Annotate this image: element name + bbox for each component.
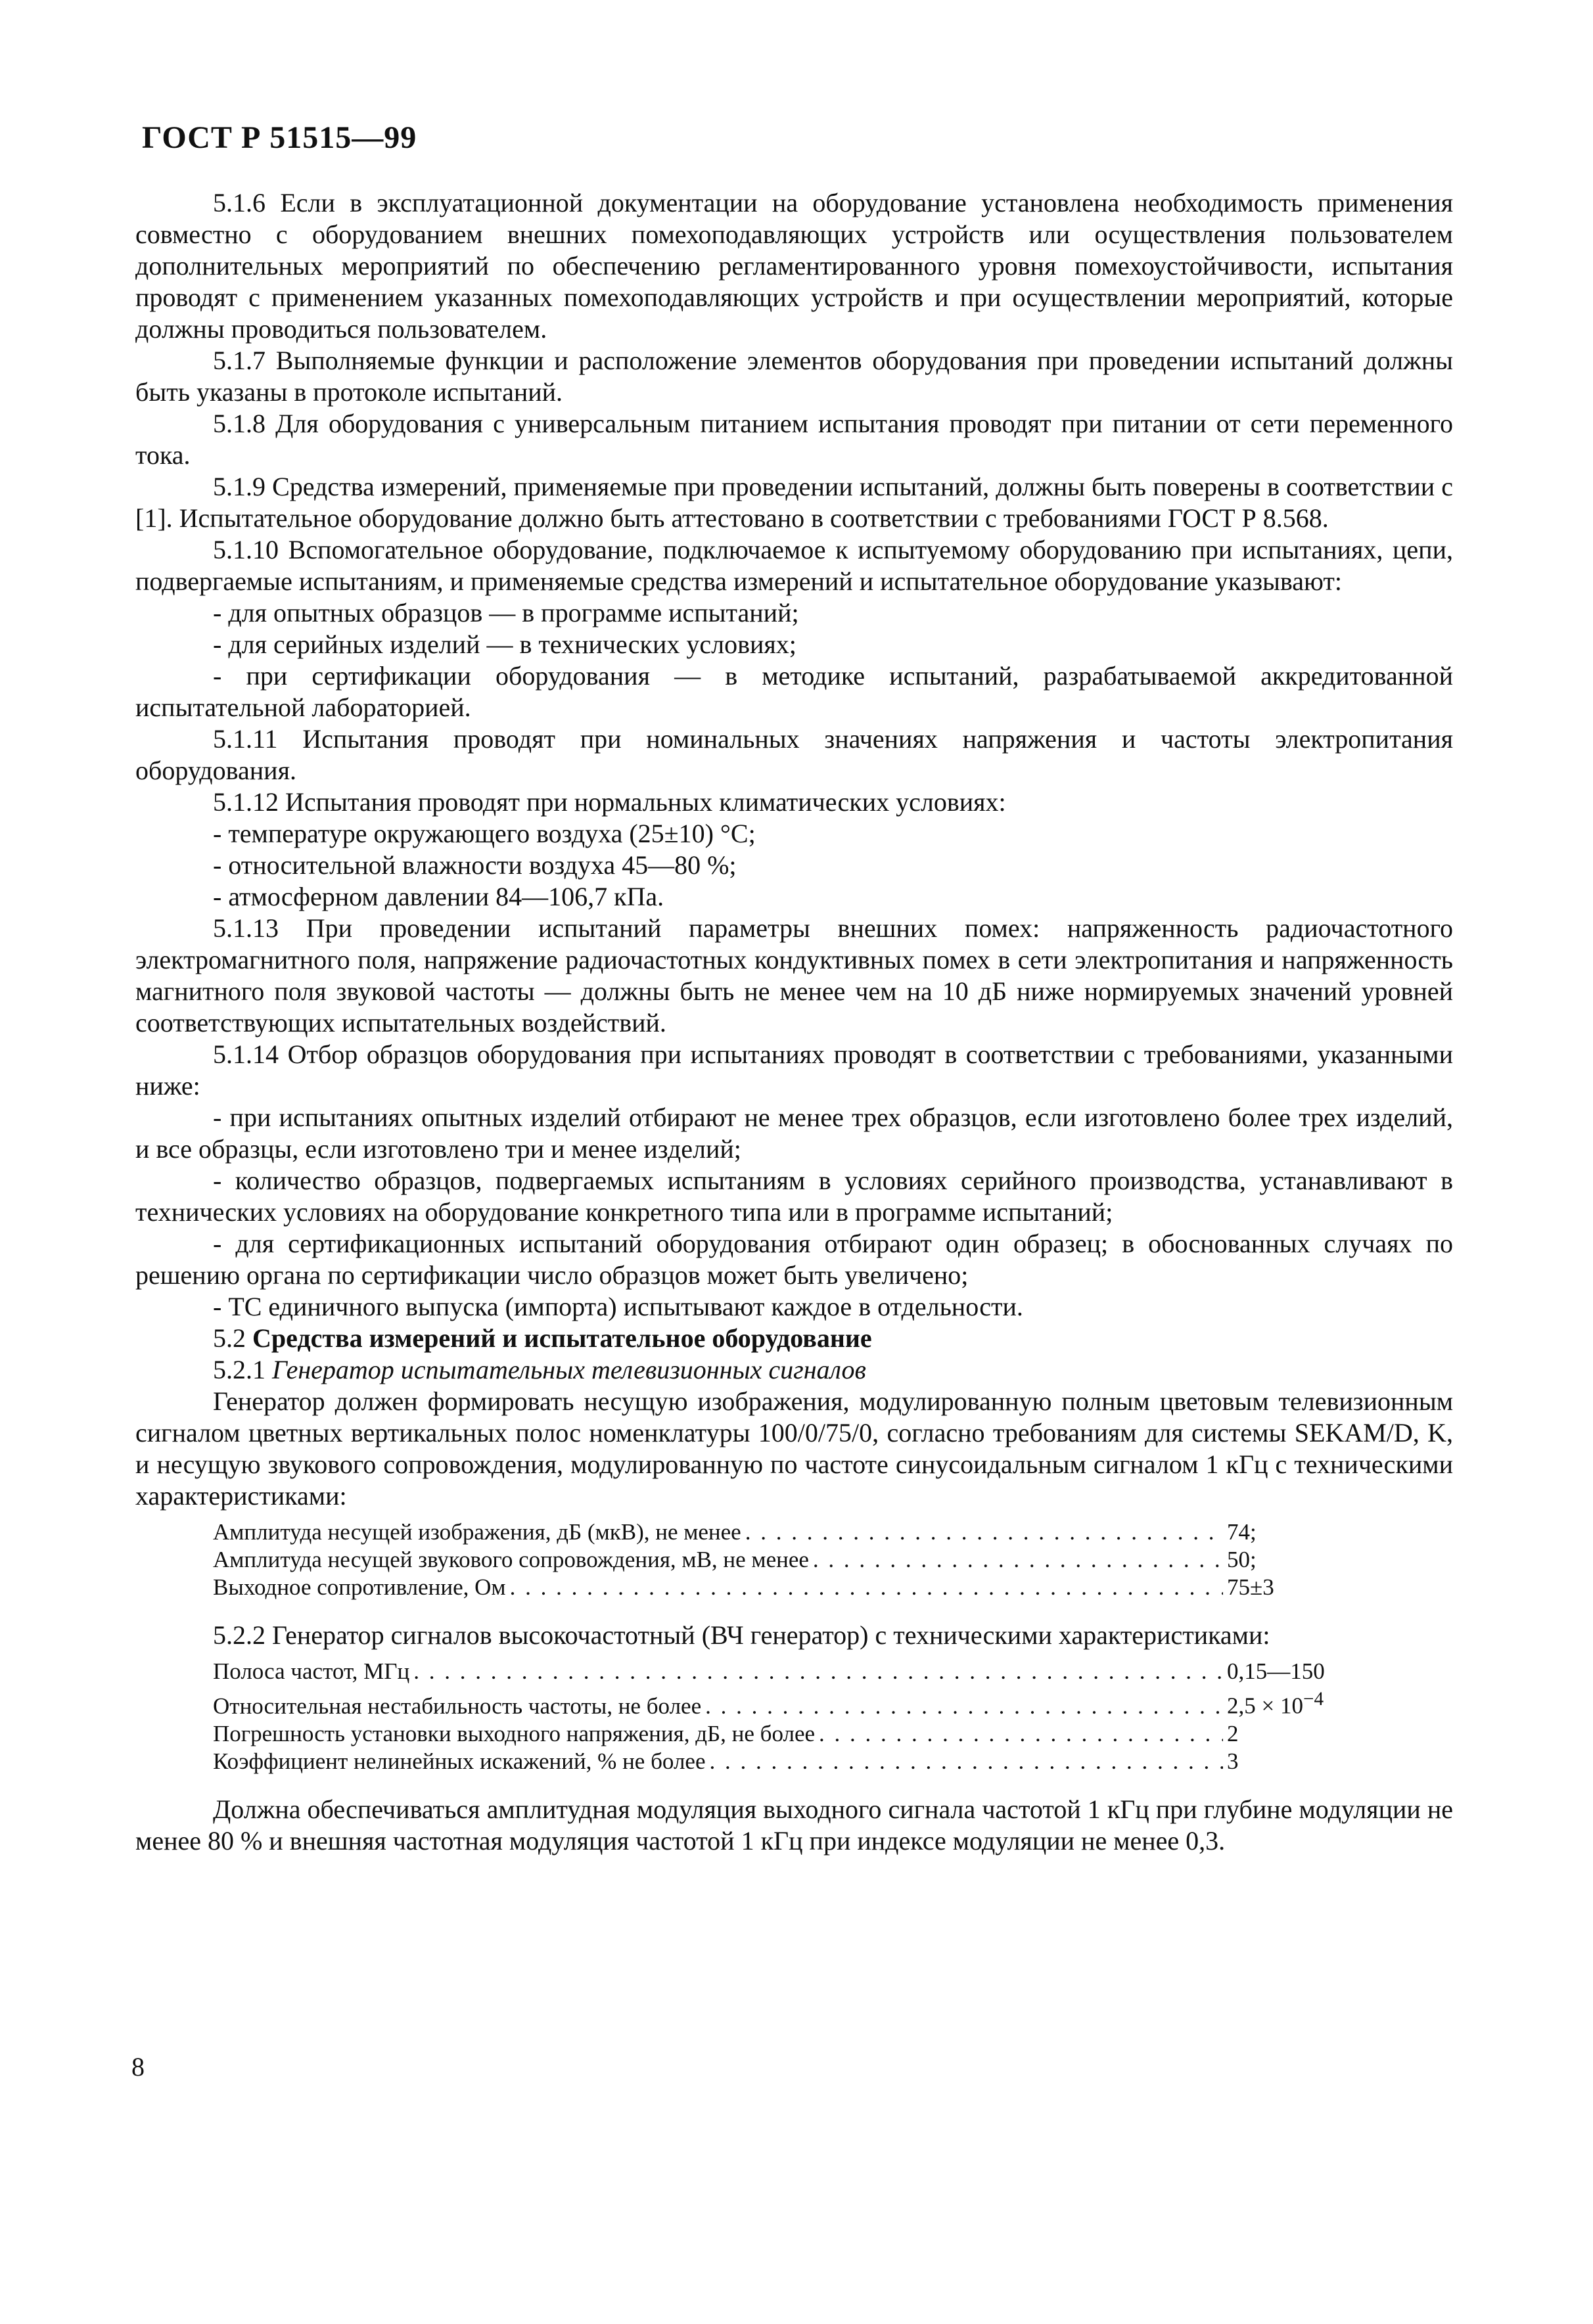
paragraph-5-2-1: Генератор должен формировать несущую изображения, модулированную полным цветовым телевизионным сигналом цветных вертикальных полос номенклатуры 100/0/75/0, согласно требованиям для системы SEKAM/D, K, и несущую звукового сопровождения, модулированную по частоте синусоидальным сигналом 1 кГц с техническими характеристиками: xyxy=(135,1386,1453,1511)
list-item: - для опытных образцов — в программе испытаний; xyxy=(213,598,799,627)
spec-row xyxy=(213,1720,1368,1748)
list-item: - ТС единичного выпуска (импорта) испытывают каждое в отдельности. xyxy=(213,1292,1023,1321)
spec-value: 2 xyxy=(1227,1720,1239,1746)
spec-value: 0,15—150 xyxy=(1227,1658,1325,1684)
paragraph-5-1-6: 5.1.6 Если в эксплуатационной документации на оборудование установлена необходимость применения совместно с оборудованием внешних помехоподавляющих устройств или осуществления пользователем дополнительных мероприятий по обеспечению регламентированного уровня помехоустойчивости, испытания проводят с применением указанных помехоподавляющих устройств и при осуществлении мероприятий, которые должны проводиться пользователем. xyxy=(135,188,1453,344)
paragraph-5-1-7: 5.1.7 Выполняемые функции и расположение элементов оборудования при проведении испытаний должны быть указаны в протоколе испытаний. xyxy=(135,346,1453,407)
leader-dots xyxy=(705,1693,1223,1720)
spec-value-exponent: −4 xyxy=(1303,1689,1324,1710)
spec-row xyxy=(213,1748,1368,1775)
paragraph-5-1-12: 5.1.12 Испытания проводят при нормальных климатических условиях: xyxy=(213,787,1006,817)
spec-list-tv-generator xyxy=(213,1518,1453,1601)
spec-row xyxy=(213,1574,1368,1601)
spec-label: Выходное сопротивление, Ом xyxy=(213,1574,506,1600)
leader-dots xyxy=(709,1748,1223,1775)
paragraph-5-1-14: 5.1.14 Отбор образцов оборудования при испытаниях проводят в соответствии с требованиями, указанными ниже: xyxy=(135,1039,1453,1101)
list-item: - при сертификации оборудования — в методике испытаний, разрабатываемой аккредитованной испытательной лабораторией. xyxy=(135,661,1453,722)
spec-label: Амплитуда несущей звукового сопровождения, мВ, не менее xyxy=(213,1547,809,1572)
paragraph-5-2-2: 5.2.2 Генератор сигналов высокочастотный (ВЧ генератор) с техническими характеристиками: xyxy=(213,1620,1270,1650)
spec-label: Погрешность установки выходного напряжения, дБ, не более xyxy=(213,1720,816,1746)
spec-row xyxy=(213,1518,1368,1546)
list-item: - количество образцов, подвергаемых испытаниям в условиях серийного производства, устанавливают в технических условиях на оборудование конкретного типа или в программе испытаний; xyxy=(135,1166,1453,1227)
spec-list-hf-generator xyxy=(213,1658,1453,1775)
spec-label: Относительная нестабильность частоты, не более xyxy=(213,1693,702,1719)
spec-label: Амплитуда несущей изображения, дБ (мкВ), не менее xyxy=(213,1519,741,1545)
spec-row xyxy=(213,1546,1368,1574)
paragraph-5-1-11: 5.1.11 Испытания проводят при номинальных значениях напряжения и частоты электропитания оборудования. xyxy=(135,724,1453,785)
spec-value xyxy=(1227,1685,1368,1720)
section-title: Средства измерений и испытательное оборудование xyxy=(252,1323,872,1353)
paragraph-5-1-10: 5.1.10 Вспомогательное оборудование, подключаемое к испытуемому оборудованию при испытаниях, цепи, подвергаемые испытаниям, и применяемые средства измерений и испытательное оборудование указывают: xyxy=(135,535,1453,596)
paragraph-5-1-9: 5.1.9 Средства измерений, применяемые при проведении испытаний, должны быть поверены в соответствии с [1]. Испытательное оборудование должно быть аттестовано в соответствии с требованиями ГОСТ Р 8.568. xyxy=(135,472,1453,533)
spec-row xyxy=(213,1658,1368,1685)
spec-value-base: 2,5 × 10 xyxy=(1227,1693,1303,1719)
leader-dots xyxy=(510,1574,1223,1601)
spec-value: 3 xyxy=(1227,1748,1239,1774)
spec-value: 50; xyxy=(1227,1547,1257,1572)
section-heading-5-2 xyxy=(135,1323,1453,1354)
page-number: 8 xyxy=(131,2052,145,2082)
spec-row xyxy=(213,1685,1368,1720)
list-item: - температуре окружающего воздуха (25±10) °С; xyxy=(213,819,756,848)
list-item: - атмосферном давлении 84—106,7 кПа. xyxy=(213,882,664,911)
spec-value: 74; xyxy=(1227,1519,1257,1545)
leader-dots xyxy=(813,1546,1223,1574)
spec-value: 75±3 xyxy=(1227,1574,1274,1600)
section-title: Генератор испытательных телевизионных сигналов xyxy=(272,1355,866,1384)
document-body xyxy=(135,187,1453,1857)
leader-dots xyxy=(413,1658,1223,1685)
leader-dots xyxy=(745,1518,1223,1546)
paragraph-final: Должна обеспечиваться амплитудная модуляция выходного сигнала частотой 1 кГц при глубине модуляции не менее 80 % и внешняя частотная модуляция частотой 1 кГц при индексе модуляции не менее 0,3. xyxy=(135,1794,1453,1856)
list-item: - относительной влажности воздуха 45—80 %; xyxy=(213,850,737,880)
list-item: - для сертификационных испытаний оборудования отбирают один образец; в обоснованных случаях по решению органа по сертификации число образцов может быть увеличено; xyxy=(135,1229,1453,1290)
spec-label: Полоса частот, МГц xyxy=(213,1658,410,1684)
section-heading-5-2-1 xyxy=(135,1354,1453,1386)
paragraph-5-1-8: 5.1.8 Для оборудования с универсальным питанием испытания проводят при питании от сети переменного тока. xyxy=(135,409,1453,470)
paragraph-5-1-13: 5.1.13 При проведении испытаний параметры внешних помех: напряженность радиочастотного электромагнитного поля, напряжение радиочастотных кондуктивных помех в сети электропитания и напряженность магнитного поля звуковой частоты — должны быть не менее чем на 10 дБ ниже нормируемых значений уровней соответствующих испытательных воздействий. xyxy=(135,913,1453,1037)
section-number: 5.2 xyxy=(213,1323,246,1353)
list-item: - для серийных изделий — в технических условиях; xyxy=(213,629,796,659)
section-number: 5.2.1 xyxy=(213,1355,266,1384)
leader-dots xyxy=(819,1720,1223,1748)
document-header: ГОСТ Р 51515—99 xyxy=(142,120,417,155)
list-item: - при испытаниях опытных изделий отбирают не менее трех образцов, если изготовлено более трех изделий, и все образцы, если изготовлено три и менее изделий; xyxy=(135,1103,1453,1164)
spec-label: Коэффициент нелинейных искажений, % не более xyxy=(213,1748,706,1774)
